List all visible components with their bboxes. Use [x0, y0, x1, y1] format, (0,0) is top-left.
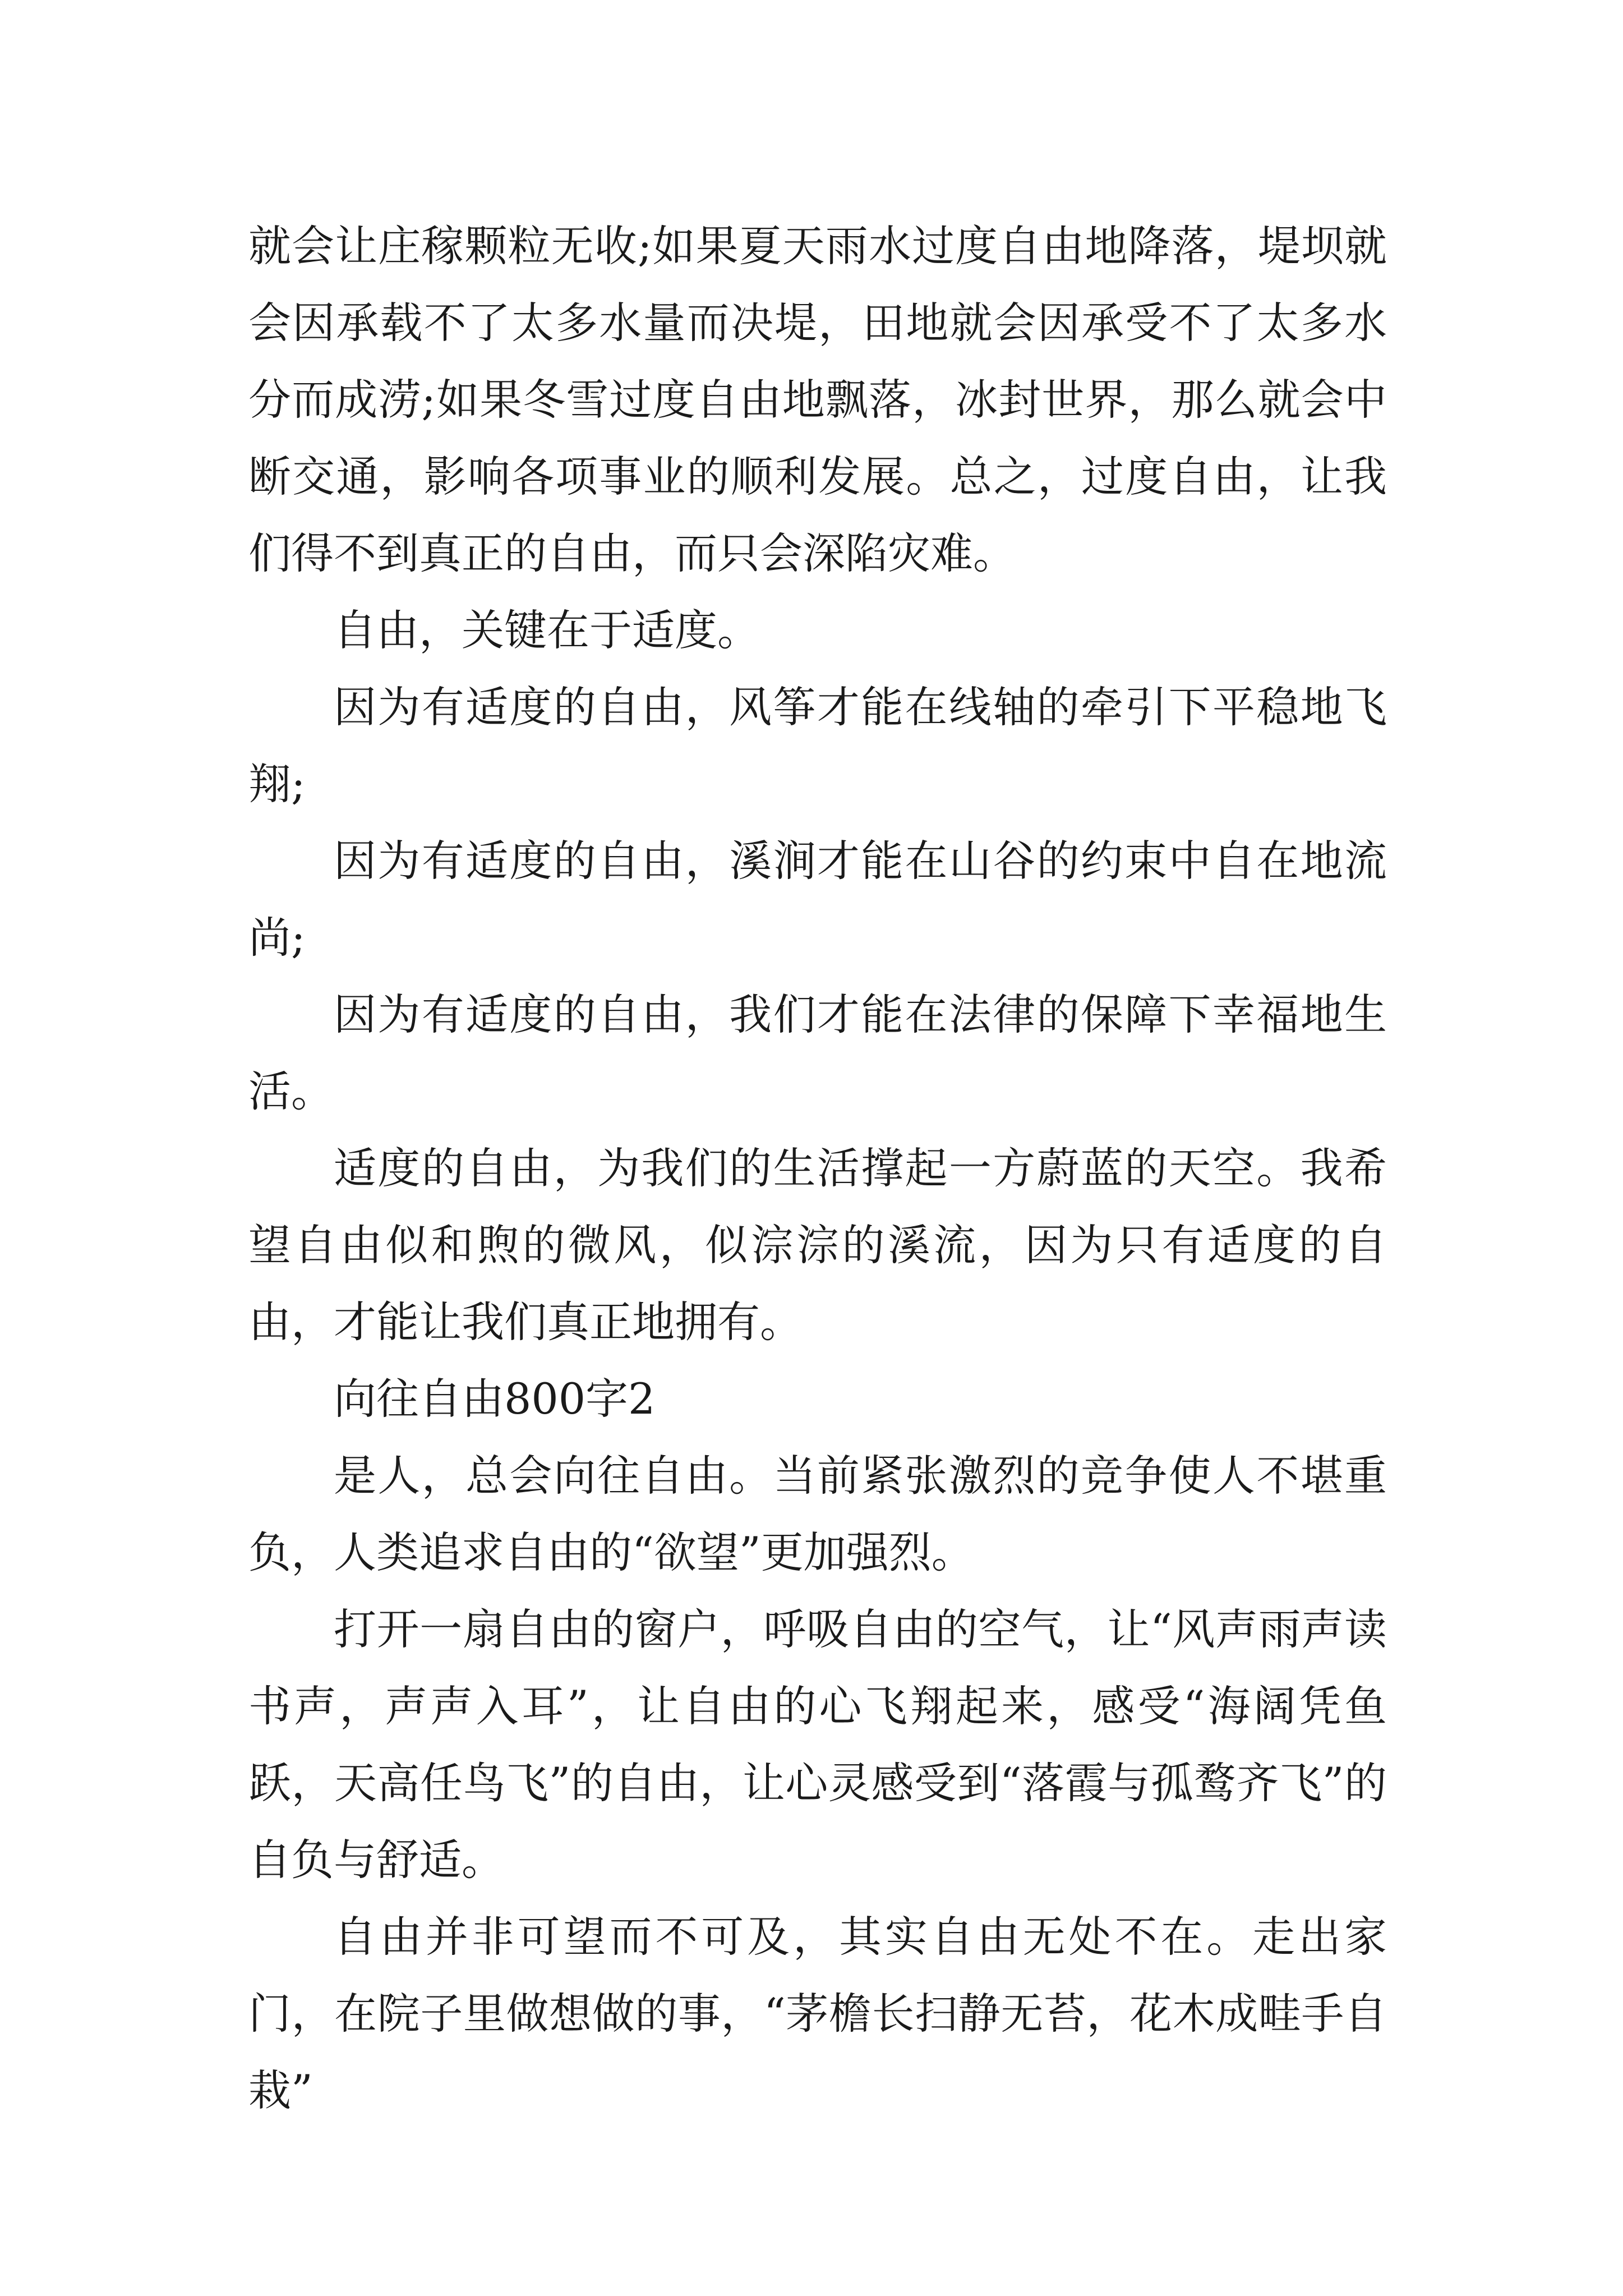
paragraph-continuation: 就会让庄稼颗粒无收;如果夏天雨水过度自由地降落，堤坝就会因承载不了太多水量而决堤，田地就会因承受不了太多水分而成涝;如果冬雪过度自由地飘落，冰封世界，那么就会中断交通，影响各项事业的顺利发展。总之，过度自由，让我们得不到真正的自由，而只会深陷灾难。 — [248, 221, 1387, 578]
paragraph: 是人，总会向往自由。当前紧张激烈的竞争使人不堪重负，人类追求自由的“欲望”更加强烈。 — [248, 1451, 1387, 1577]
paragraph: 因为有适度的自由，我们才能在法律的保障下幸福地生活。 — [248, 990, 1387, 1116]
paragraph: 自由，关键在于适度。 — [334, 605, 760, 655]
paragraph: 因为有适度的自由，风筝才能在线轴的牵引下平稳地飞翔; — [248, 682, 1387, 809]
paragraph: 适度的自由，为我们的生活撑起一方蔚蓝的天空。我希望自由似和煦的微风，似淙淙的溪流，因为只有适度的自由，才能让我们真正地拥有。 — [248, 1143, 1387, 1347]
document-body — [248, 208, 1387, 2129]
paragraph: 打开一扇自由的窗户，呼吸自由的空气，让“风声雨声读书声，声声入耳”，让自由的心飞翔起来，感受“海阔凭鱼跃，天高任鸟飞”的自由，让心灵感受到“落霞与孤鹜齐飞”的自负与舒适。 — [248, 1604, 1387, 1885]
section-heading: 向往自由800字2 — [334, 1374, 656, 1424]
paragraph: 因为有适度的自由，溪涧才能在山谷的约束中自在地流尚; — [248, 836, 1387, 963]
paragraph: 自由并非可望而不可及，其实自由无处不在。走出家门，在院子里做想做的事，“茅檐长扫静无苔，花木成畦手自栽” — [248, 1912, 1387, 2115]
